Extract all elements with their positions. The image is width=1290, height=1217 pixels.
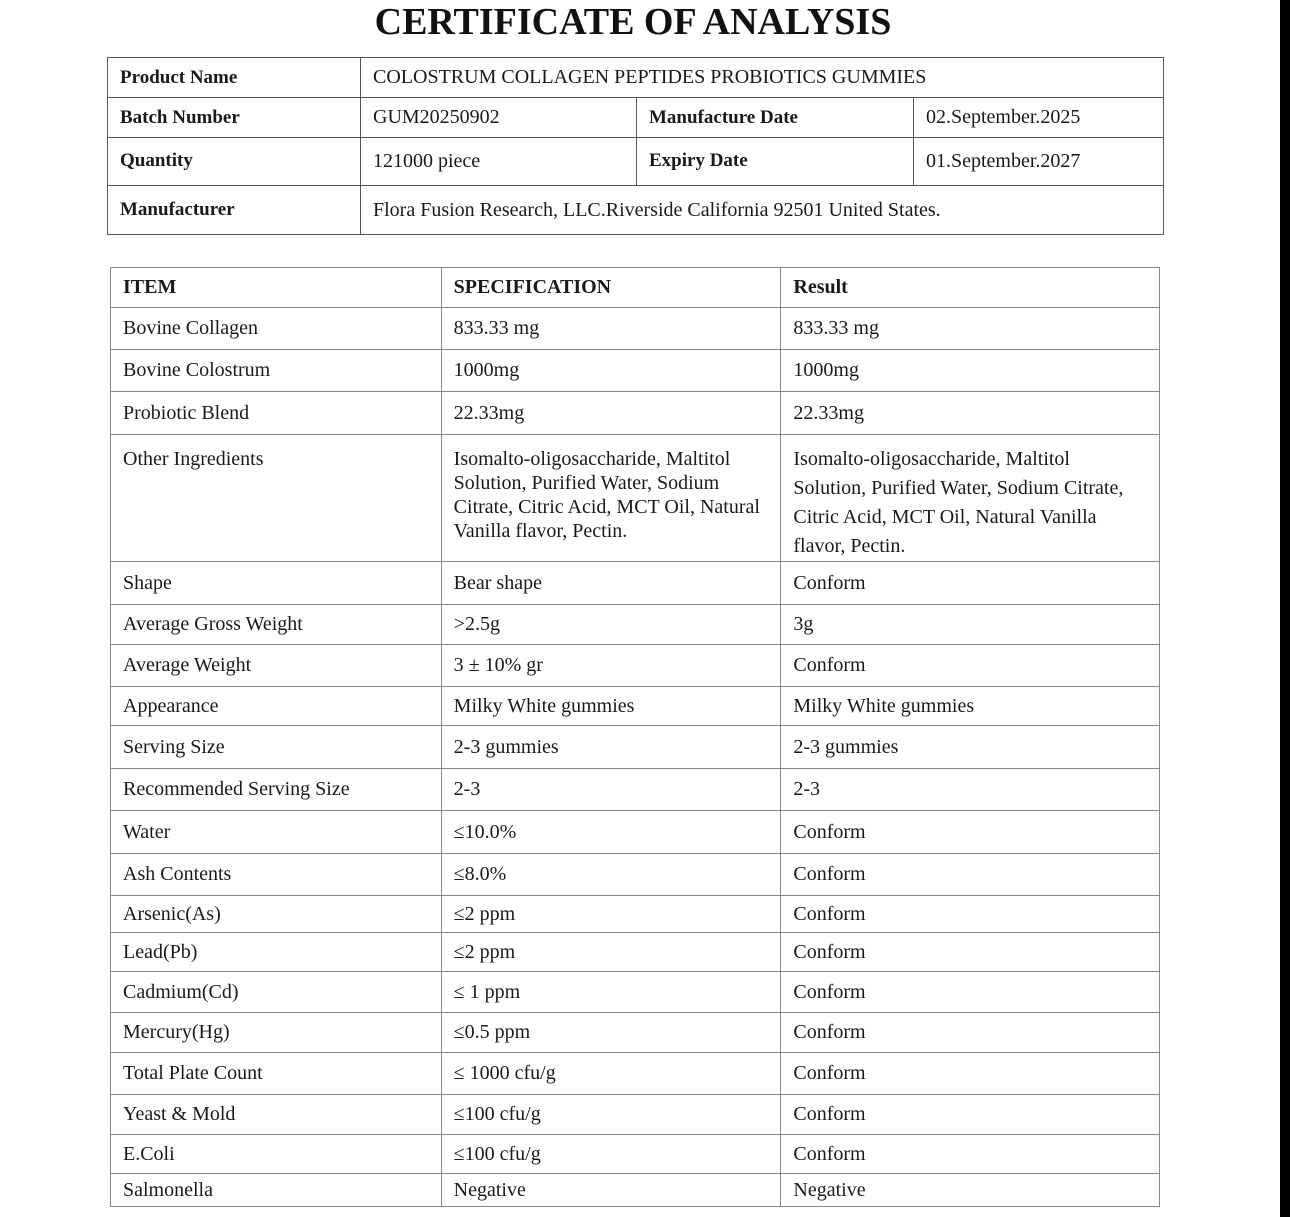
cell-item: Water (111, 811, 442, 854)
cell-item: Bovine Colostrum (111, 350, 442, 392)
cell-item: E.Coli (111, 1135, 442, 1174)
cell-result: Isomalto-oligosaccharide, Maltitol Solution, Purified Water, Sodium Citrate, Citric Acid, MCT Oil, Natural Vanilla flavor, Pectin. (781, 435, 1160, 562)
cell-result: Conform (781, 1095, 1160, 1135)
table-row (111, 933, 1160, 972)
cell-item: Average Weight (111, 645, 442, 687)
cell-item: Probiotic Blend (111, 392, 442, 435)
table-row (111, 1095, 1160, 1135)
table-row (111, 769, 1160, 811)
cell-item: Lead(Pb) (111, 933, 442, 972)
cell-item: Cadmium(Cd) (111, 972, 442, 1013)
batch-label: Batch Number (108, 98, 361, 138)
mfg-date-label: Manufacture Date (637, 98, 914, 138)
cell-item: Recommended Serving Size (111, 769, 442, 811)
cell-specification: ≤10.0% (441, 811, 781, 854)
cell-item: Other Ingredients (111, 435, 442, 562)
cell-item: Total Plate Count (111, 1053, 442, 1095)
cell-result: Milky White gummies (781, 687, 1160, 726)
cell-item: Appearance (111, 687, 442, 726)
cell-specification: 3 ± 10% gr (441, 645, 781, 687)
header-result: Result (781, 268, 1160, 308)
cell-item: Serving Size (111, 726, 442, 769)
cell-specification: ≤100 cfu/g (441, 1095, 781, 1135)
cell-specification: 22.33mg (441, 392, 781, 435)
cell-result: Conform (781, 1135, 1160, 1174)
cell-result: Negative (781, 1174, 1160, 1207)
analysis-table (110, 267, 1160, 1207)
cell-item: Average Gross Weight (111, 605, 442, 645)
cell-item: Shape (111, 562, 442, 605)
product-name-row (108, 58, 1164, 98)
table-row (111, 308, 1160, 350)
table-row (111, 645, 1160, 687)
table-row (111, 854, 1160, 896)
cell-result: Conform (781, 1013, 1160, 1053)
cell-specification: ≤0.5 ppm (441, 1013, 781, 1053)
header-row (111, 268, 1160, 308)
cell-result: Conform (781, 1053, 1160, 1095)
table-row (111, 896, 1160, 933)
cell-specification: 833.33 mg (441, 308, 781, 350)
table-row (111, 726, 1160, 769)
cell-specification: ≤100 cfu/g (441, 1135, 781, 1174)
quantity-value: 121000 piece (361, 138, 637, 186)
table-row (111, 687, 1160, 726)
cell-item: Yeast & Mold (111, 1095, 442, 1135)
product-name-value: COLOSTRUM COLLAGEN PEPTIDES PROBIOTICS GUMMIES (361, 58, 1164, 98)
quantity-label: Quantity (108, 138, 361, 186)
product-name-label: Product Name (108, 58, 361, 98)
cell-result: Conform (781, 933, 1160, 972)
cell-item: Bovine Collagen (111, 308, 442, 350)
cell-result: 22.33mg (781, 392, 1160, 435)
cell-specification: ≤8.0% (441, 854, 781, 896)
cell-result: Conform (781, 562, 1160, 605)
table-row (111, 350, 1160, 392)
table-row (111, 1013, 1160, 1053)
header-specification: SPECIFICATION (441, 268, 781, 308)
expiry-value: 01.September.2027 (914, 138, 1164, 186)
cell-specification: 1000mg (441, 350, 781, 392)
table-row (111, 392, 1160, 435)
cell-result: Conform (781, 854, 1160, 896)
quantity-row (108, 138, 1164, 186)
table-row (111, 435, 1160, 562)
cell-specification: 2-3 gummies (441, 726, 781, 769)
cell-result: Conform (781, 811, 1160, 854)
table-row (111, 972, 1160, 1013)
cell-result: 2-3 gummies (781, 726, 1160, 769)
cell-specification: 2-3 (441, 769, 781, 811)
mfg-date-value: 02.September.2025 (914, 98, 1164, 138)
cell-specification: Milky White gummies (441, 687, 781, 726)
cell-result: 833.33 mg (781, 308, 1160, 350)
cell-result: 3g (781, 605, 1160, 645)
cell-result: Conform (781, 972, 1160, 1013)
product-info-table (107, 57, 1164, 235)
table-row (111, 1135, 1160, 1174)
document-title: CERTIFICATE OF ANALYSIS (374, 1, 892, 43)
cell-specification: Negative (441, 1174, 781, 1207)
screen-edge-bar (1280, 0, 1290, 1217)
cell-specification: ≤ 1 ppm (441, 972, 781, 1013)
table-row (111, 605, 1160, 645)
header-item: ITEM (111, 268, 442, 308)
table-row (111, 811, 1160, 854)
cell-specification: ≤2 ppm (441, 896, 781, 933)
manufacturer-value: Flora Fusion Research, LLC.Riverside California 92501 United States. (361, 186, 1164, 235)
cell-specification: Bear shape (441, 562, 781, 605)
manufacturer-row (108, 186, 1164, 235)
batch-row (108, 98, 1164, 138)
cell-item: Ash Contents (111, 854, 442, 896)
table-row (111, 1053, 1160, 1095)
manufacturer-label: Manufacturer (108, 186, 361, 235)
cell-specification: ≤ 1000 cfu/g (441, 1053, 781, 1095)
cell-item: Salmonella (111, 1174, 442, 1207)
table-row (111, 562, 1160, 605)
expiry-label: Expiry Date (637, 138, 914, 186)
cell-result: Conform (781, 896, 1160, 933)
cell-specification: Isomalto-oligosaccharide, Maltitol Solution, Purified Water, Sodium Citrate, Citric Acid, MCT Oil, Natural Vanilla flavor, Pectin. (441, 435, 781, 562)
cell-item: Arsenic(As) (111, 896, 442, 933)
cell-result: 2-3 (781, 769, 1160, 811)
table-row (111, 1174, 1160, 1207)
cell-specification: >2.5g (441, 605, 781, 645)
cell-item: Mercury(Hg) (111, 1013, 442, 1053)
cell-specification: ≤2 ppm (441, 933, 781, 972)
batch-value: GUM20250902 (361, 98, 637, 138)
cell-result: 1000mg (781, 350, 1160, 392)
cell-result: Conform (781, 645, 1160, 687)
